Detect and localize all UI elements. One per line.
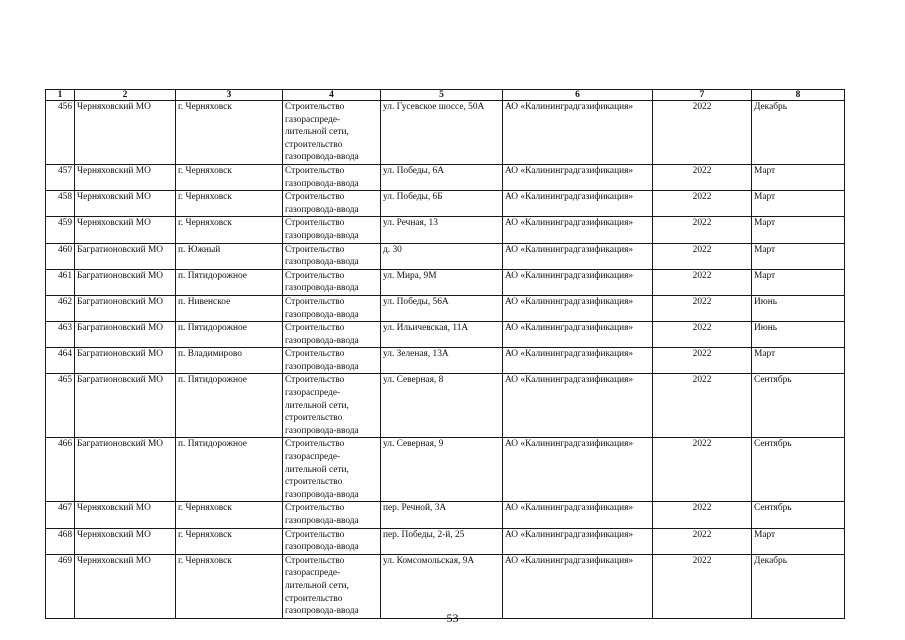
row-number: 459 [46, 217, 75, 243]
organization-cell: АО «Калининградгазификация» [503, 164, 653, 190]
locality-cell: г. Черняховск [176, 164, 283, 190]
address-cell: ул. Северная, 9 [381, 438, 503, 502]
work-type-line: лительной сети, [285, 400, 349, 411]
work-type-cell [283, 295, 381, 321]
header-cell-6: 6 [503, 90, 653, 101]
work-type-cell [283, 554, 381, 618]
address-cell: ул. Северная, 8 [381, 374, 503, 438]
header-cell-5: 5 [381, 90, 503, 101]
locality-cell: п. Пятидорожное [176, 322, 283, 348]
month-cell: Март [752, 191, 845, 217]
year-cell: 2022 [653, 101, 752, 165]
row-number: 458 [46, 191, 75, 217]
municipality-cell: Багратионовский МО [75, 269, 176, 295]
work-type-line: строительство [285, 139, 343, 150]
work-type-line: газопровода-ввода [285, 542, 359, 553]
organization-cell: АО «Калининградгазификация» [503, 269, 653, 295]
month-cell: Сентябрь [752, 502, 845, 528]
month-cell: Март [752, 528, 845, 554]
work-type-line: строительство [285, 593, 343, 604]
work-type-line: Строительство [285, 270, 345, 281]
work-type-cell [283, 243, 381, 269]
locality-cell: г. Черняховск [176, 217, 283, 243]
row-number: 462 [46, 295, 75, 321]
header-cell-8: 8 [752, 90, 845, 101]
organization-cell: АО «Калининградгазификация» [503, 243, 653, 269]
work-type-line: газопровода-ввода [285, 425, 359, 436]
work-type-line: Строительство [285, 555, 345, 566]
address-cell: ул. Речная, 13 [381, 217, 503, 243]
table-row [46, 528, 845, 554]
work-type-line: Строительство [285, 375, 345, 386]
header-cell-2: 2 [75, 90, 176, 101]
work-type-line: Строительство [285, 439, 345, 450]
year-cell: 2022 [653, 528, 752, 554]
month-cell: Июнь [752, 322, 845, 348]
address-cell: ул. Победы, 56А [381, 295, 503, 321]
work-type-line: Строительство [285, 503, 345, 514]
work-type-line: Строительство [285, 218, 345, 229]
locality-cell: г. Черняховск [176, 528, 283, 554]
year-cell: 2022 [653, 322, 752, 348]
municipality-cell: Черняховский МО [75, 528, 176, 554]
organization-cell: АО «Калининградгазификация» [503, 374, 653, 438]
work-type-cell [283, 374, 381, 438]
organization-cell: АО «Калининградгазификация» [503, 348, 653, 374]
table-row [46, 191, 845, 217]
organization-cell: АО «Калининградгазификация» [503, 101, 653, 165]
work-type-line: газопровода-ввода [285, 489, 359, 500]
address-cell: ул. Мира, 9М [381, 269, 503, 295]
row-number: 463 [46, 322, 75, 348]
month-cell: Март [752, 243, 845, 269]
year-cell: 2022 [653, 164, 752, 190]
municipality-cell: Багратионовский МО [75, 243, 176, 269]
locality-cell: п. Пятидорожное [176, 269, 283, 295]
header-row [46, 90, 845, 101]
work-type-cell [283, 269, 381, 295]
address-cell: ул. Победы, 6Б [381, 191, 503, 217]
row-number: 464 [46, 348, 75, 374]
address-cell: д. 30 [381, 243, 503, 269]
work-type-line: Строительство [285, 296, 345, 307]
address-cell: пер. Победы, 2-й, 25 [381, 528, 503, 554]
work-type-line: Строительство [285, 102, 345, 112]
page-number: 53 [446, 611, 459, 625]
month-cell: Март [752, 269, 845, 295]
year-cell: 2022 [653, 438, 752, 502]
work-type-line: Строительство [285, 192, 345, 203]
year-cell: 2022 [653, 502, 752, 528]
month-cell: Сентябрь [752, 374, 845, 438]
organization-cell: АО «Калининградгазификация» [503, 528, 653, 554]
row-number: 467 [46, 502, 75, 528]
municipality-cell: Черняховский МО [75, 502, 176, 528]
table-row [46, 322, 845, 348]
row-number: 461 [46, 269, 75, 295]
table-row [46, 164, 845, 190]
month-cell: Декабрь [752, 554, 845, 618]
organization-cell: АО «Калининградгазификация» [503, 217, 653, 243]
address-cell: ул. Ильичевская, 11А [381, 322, 503, 348]
work-type-line: газораспреде- [285, 568, 341, 579]
table-row [46, 502, 845, 528]
municipality-cell: Черняховский МО [75, 164, 176, 190]
month-cell: Июнь [752, 295, 845, 321]
year-cell: 2022 [653, 348, 752, 374]
month-cell: Сентябрь [752, 438, 845, 502]
work-type-cell [283, 348, 381, 374]
work-type-line: газопровода-ввода [285, 335, 359, 346]
work-type-cell [283, 438, 381, 502]
work-type-line: газопровода-ввода [285, 283, 359, 294]
work-type-cell [283, 217, 381, 243]
gasification-table [45, 89, 845, 619]
year-cell: 2022 [653, 295, 752, 321]
locality-cell: г. Черняховск [176, 101, 283, 165]
row-number: 469 [46, 554, 75, 618]
year-cell: 2022 [653, 269, 752, 295]
work-type-line: газопровода-ввода [285, 257, 359, 268]
municipality-cell: Багратионовский МО [75, 295, 176, 321]
work-type-line: Строительство [285, 323, 345, 334]
work-type-line: Строительство [285, 349, 345, 360]
row-number: 456 [46, 101, 75, 165]
work-type-line: Строительство [285, 165, 345, 176]
work-type-line: газопровода-ввода [285, 606, 359, 617]
row-number: 457 [46, 164, 75, 190]
organization-cell: АО «Калининградгазификация» [503, 295, 653, 321]
table-row [46, 554, 845, 618]
work-type-cell [283, 164, 381, 190]
row-number: 466 [46, 438, 75, 502]
address-cell: ул. Гусевское шоссе, 50А [381, 101, 503, 165]
municipality-cell: Черняховский МО [75, 217, 176, 243]
work-type-cell [283, 322, 381, 348]
organization-cell: АО «Калининградгазификация» [503, 502, 653, 528]
table-body [46, 101, 845, 619]
table-row [46, 374, 845, 438]
row-number: 468 [46, 528, 75, 554]
year-cell: 2022 [653, 243, 752, 269]
work-type-line: газопровода-ввода [285, 230, 359, 241]
table-row [46, 217, 845, 243]
work-type-line: строительство [285, 477, 343, 488]
work-type-line: газопровода-ввода [285, 361, 359, 372]
work-type-line: лительной сети, [285, 127, 349, 138]
work-type-line: строительство [285, 413, 343, 424]
work-type-line: лительной сети, [285, 580, 349, 591]
month-cell: Декабрь [752, 101, 845, 165]
municipality-cell: Багратионовский МО [75, 348, 176, 374]
locality-cell: п. Нивенское [176, 295, 283, 321]
table-header [46, 90, 845, 101]
month-cell: Март [752, 348, 845, 374]
work-type-cell [283, 101, 381, 165]
table-row [46, 348, 845, 374]
work-type-line: газопровода-ввода [285, 152, 359, 163]
year-cell: 2022 [653, 554, 752, 618]
locality-cell: г. Черняховск [176, 554, 283, 618]
address-cell: ул. Зеленая, 13А [381, 348, 503, 374]
address-cell: ул. Комсомольская, 9А [381, 554, 503, 618]
table-row [46, 101, 845, 165]
year-cell: 2022 [653, 191, 752, 217]
locality-cell: п. Пятидорожное [176, 438, 283, 502]
table-row [46, 269, 845, 295]
month-cell: Март [752, 164, 845, 190]
work-type-line: Строительство [285, 529, 345, 540]
header-cell-3: 3 [176, 90, 283, 101]
municipality-cell: Багратионовский МО [75, 322, 176, 348]
municipality-cell: Багратионовский МО [75, 438, 176, 502]
work-type-line: газораспреде- [285, 114, 341, 125]
work-type-line: газопровода-ввода [285, 178, 359, 189]
work-type-cell [283, 191, 381, 217]
month-cell: Март [752, 217, 845, 243]
work-type-line: лительной сети, [285, 464, 349, 475]
work-type-line: Строительство [285, 244, 345, 255]
locality-cell: г. Черняховск [176, 502, 283, 528]
row-number: 460 [46, 243, 75, 269]
work-type-cell [283, 502, 381, 528]
locality-cell: п. Пятидорожное [176, 374, 283, 438]
address-cell: пер. Речной, 3А [381, 502, 503, 528]
work-type-line: газопровода-ввода [285, 204, 359, 215]
locality-cell: г. Черняховск [176, 191, 283, 217]
organization-cell: АО «Калининградгазификация» [503, 191, 653, 217]
organization-cell: АО «Калининградгазификация» [503, 554, 653, 618]
municipality-cell: Черняховский МО [75, 101, 176, 165]
municipality-cell: Черняховский МО [75, 554, 176, 618]
work-type-line: газопровода-ввода [285, 309, 359, 320]
header-cell-4: 4 [283, 90, 381, 101]
municipality-cell: Багратионовский МО [75, 374, 176, 438]
table-row [46, 438, 845, 502]
header-cell-7: 7 [653, 90, 752, 101]
locality-cell: п. Владимирово [176, 348, 283, 374]
locality-cell: п. Южный [176, 243, 283, 269]
header-cell-1: 1 [46, 90, 75, 101]
address-cell: ул. Победы, 6А [381, 164, 503, 190]
work-type-cell [283, 528, 381, 554]
municipality-cell: Черняховский МО [75, 191, 176, 217]
work-type-line: газораспреде- [285, 452, 341, 463]
organization-cell: АО «Калининградгазификация» [503, 322, 653, 348]
year-cell: 2022 [653, 217, 752, 243]
work-type-line: газораспреде- [285, 388, 341, 399]
table-row [46, 243, 845, 269]
year-cell: 2022 [653, 374, 752, 438]
table-row [46, 295, 845, 321]
work-type-line: газопровода-ввода [285, 516, 359, 526]
organization-cell: АО «Калининградгазификация» [503, 438, 653, 502]
row-number: 465 [46, 374, 75, 438]
